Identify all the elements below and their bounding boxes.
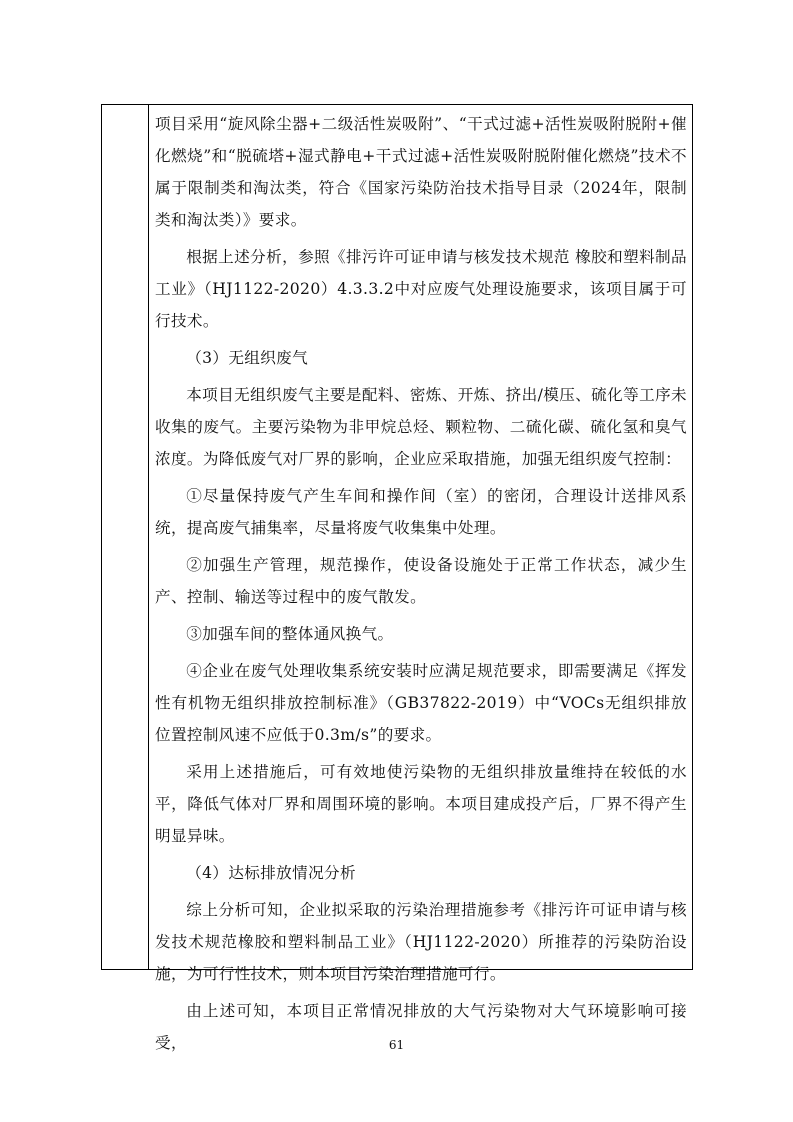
- paragraph-technology-classification: 项目采用“旋风除尘器+二级活性炭吸附”、“干式过滤+活性炭吸附脱附+催化燃烧”和“脱硫塔+湿式静电+干式过滤+活性炭吸附脱附催化燃烧”技术不属于限制类和淘汰类，符合《国家污染防治技术指导目录（2024年，限制类和淘汰类）》要求。: [155, 115, 687, 229]
- paragraph-measures-effect: 采用上述措施后，可有效地使污染物的无组织排放量维持在较低的水平，降低气体对厂界和周围环境的影响。本项目建成投产后，厂界不得产生明显异味。: [155, 763, 687, 845]
- paragraph-compliance-summary: 综上分析可知，企业拟采取的污染治理措施参考《排污许可证申请与核发技术规范橡胶和塑料制品工业》（HJ1122-2020）所推荐的污染防治设施，为可行性技术，则本项目污染治理措施可行。: [155, 901, 687, 983]
- section-heading-compliance: （4）达标排放情况分析: [186, 864, 356, 882]
- document-body: [155, 108, 687, 1064]
- page-number: 61: [388, 1038, 405, 1052]
- list-item-1: ①尽量保持废气产生车间和操作间（室）的密闭，合理设计送排风系统，提高废气捕集率，尽量将废气收集集中处理。: [155, 487, 687, 537]
- list-item-2: ②加强生产管理，规范操作，使设备设施处于正常工作状态，减少生产、控制、输送等过程中的废气散发。: [155, 556, 687, 606]
- list-item-3: ③加强车间的整体通风换气。: [186, 625, 394, 643]
- paragraph-fugitive-sources: 本项目无组织废气主要是配料、密炼、开炼、挤出/模压、硫化等工序未收集的废气。主要污染物为非甲烷总烃、颗粒物、二硫化碳、硫化氢和臭气浓度。为降低废气对厂界的影响，企业应采取措施，加强无组织废气控制：: [155, 386, 687, 468]
- paragraph-conclusion: 由上述可知，本项目正常情况排放的大气污染物对大气环境影响可接受，: [155, 1002, 687, 1052]
- paragraph-feasible-technology: 根据上述分析，参照《排污许可证申请与核发技术规范 橡胶和塑料制品工业》（HJ1122-2020）4.3.3.2中对应废气处理设施要求，该项目属于可行技术。: [155, 248, 687, 330]
- table-column-divider: [148, 105, 149, 969]
- list-item-4: ④企业在废气处理收集系统安装时应满足规范要求，即需要满足《挥发性有机物无组织排放控制标准》（GB37822-2019）中“VOCs无组织排放位置控制风速不应低于0.3m/s”的要求。: [155, 662, 687, 744]
- section-heading-fugitive-gas: （3）无组织废气: [186, 349, 309, 367]
